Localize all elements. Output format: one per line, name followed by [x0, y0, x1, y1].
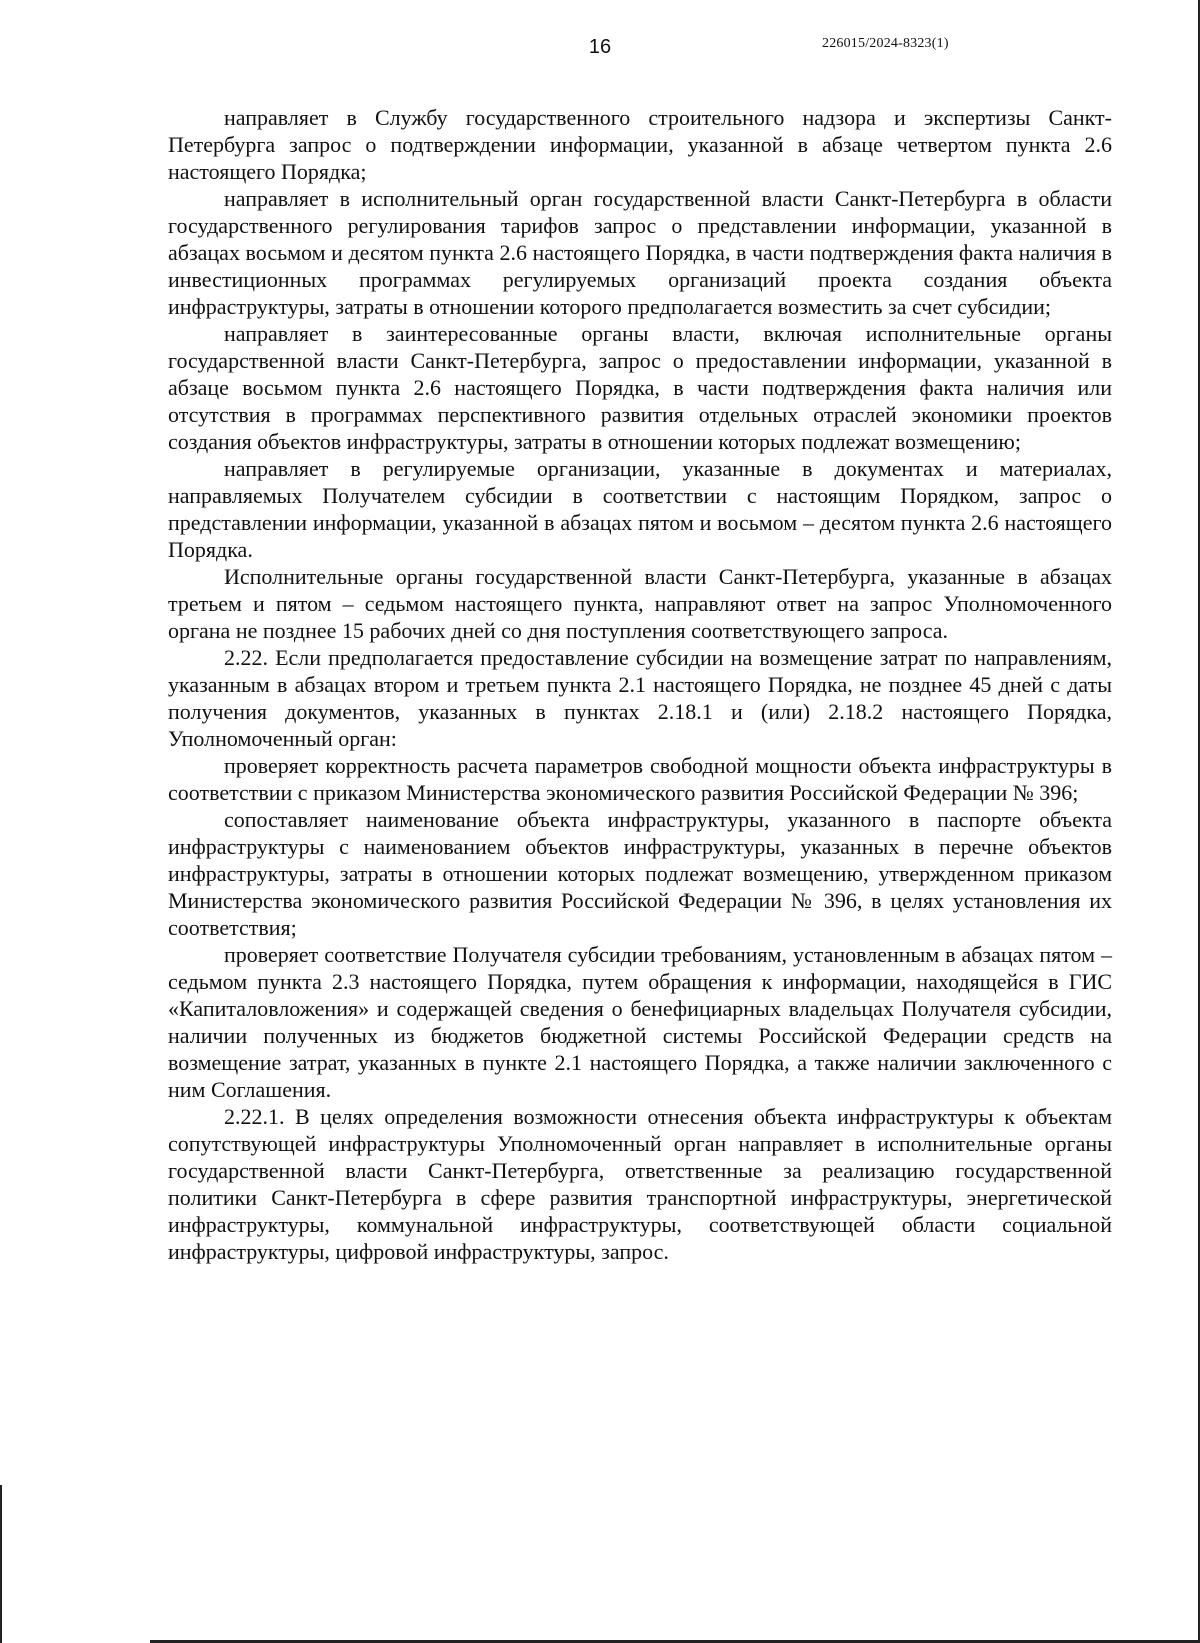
paragraph: проверяет корректность расчета параметров свободной мощности объекта инфраструктуры в соответствии с приказом Министерства экономического развития Российской Федерации № 396; — [168, 753, 1112, 805]
page-number: 16 — [588, 36, 612, 58]
document-number: 226015/2024-8323(1) — [822, 36, 949, 51]
scan-edge-left — [0, 1485, 2, 1643]
paragraph: сопоставляет наименование объекта инфраструктуры, указанного в паспорте объекта инфраструктуры с наименованием объектов инфраструктуры, указанных в перечне объектов инфраструктуры, затраты в отношении которых подлежат возмещению, утвержденном приказом Министерства экономического развития Российской Федерации № 396, в целях установления их соответствия; — [168, 807, 1112, 940]
paragraph: Исполнительные органы государственной власти Санкт-Петербурга, указанные в абзацах третьем и пятом – седьмом настоящего пункта, направляют ответ на запрос Уполномоченного органа не позднее 15 рабочих дней со дня поступления соответствующего запроса. — [168, 564, 1112, 643]
paragraph: направляет в регулируемые организации, указанные в документах и материалах, направляемых Получателем субсидии в соответствии с настоящим Порядком, запрос о представлении информации, указанной в абзацах пятом и восьмом – десятом пункта 2.6 настоящего Порядка. — [168, 456, 1112, 562]
paragraph: 2.22.1. В целях определения возможности отнесения объекта инфраструктуры к объектам сопутствующей инфраструктуры Уполномоченный орган направляет в исполнительные органы государственной власти Санкт-Петербурга, ответственные за реализацию государственной политики Санкт-Петербурга в сфере развития транспортной инфраструктуры, энергетической инфраструктуры, коммунальной инфраструктуры, соответствующей области социальной инфраструктуры, цифровой инфраструктуры, запрос. — [168, 1104, 1112, 1264]
paragraph: направляет в заинтересованные органы власти, включая исполнительные органы государственной власти Санкт-Петербурга, запрос о предоставлении информации, указанной в абзаце восьмом пункта 2.6 настоящего Порядка, в части подтверждения факта наличия или отсутствия в программах перспективного развития отдельных отраслей экономики проектов создания объектов инфраструктуры, затраты в отношении которых подлежат возмещению; — [168, 321, 1112, 454]
paragraph: направляет в Службу государственного строительного надзора и экспертизы Санкт-Петербурга запрос о подтверждении информации, указанной в абзаце четвертом пункта 2.6 настоящего Порядка; — [168, 105, 1112, 184]
document-body — [168, 104, 1112, 1265]
paragraph: проверяет соответствие Получателя субсидии требованиям, установленным в абзацах пятом – седьмом пункта 2.3 настоящего Порядка, путем обращения к информации, находящейся в ГИС «Капиталовложения» и содержащей сведения о бенефициарных владельцах Получателя субсидии, наличии полученных из бюджетов бюджетной системы Российской Федерации средств на возмещение затрат, указанных в пункте 2.1 настоящего Порядка, а также наличии заключенного с ним Соглашения. — [168, 942, 1112, 1102]
paragraph: направляет в исполнительный орган государственной власти Санкт-Петербурга в области государственного регулирования тарифов запрос о представлении информации, указанной в абзацах восьмом и десятом пункта 2.6 настоящего Порядка, в части подтверждения факта наличия в инвестиционных программах регулируемых организаций проекта создания объекта инфраструктуры, затраты в отношении которого предполагается возместить за счет субсидии; — [168, 186, 1112, 319]
paragraph: 2.22. Если предполагается предоставление субсидии на возмещение затрат по направлениям, указанным в абзацах втором и третьем пункта 2.1 настоящего Порядка, не позднее 45 дней с даты получения документов, указанных в пунктах 2.18.1 и (или) 2.18.2 настоящего Порядка, Уполномоченный орган: — [168, 645, 1112, 751]
